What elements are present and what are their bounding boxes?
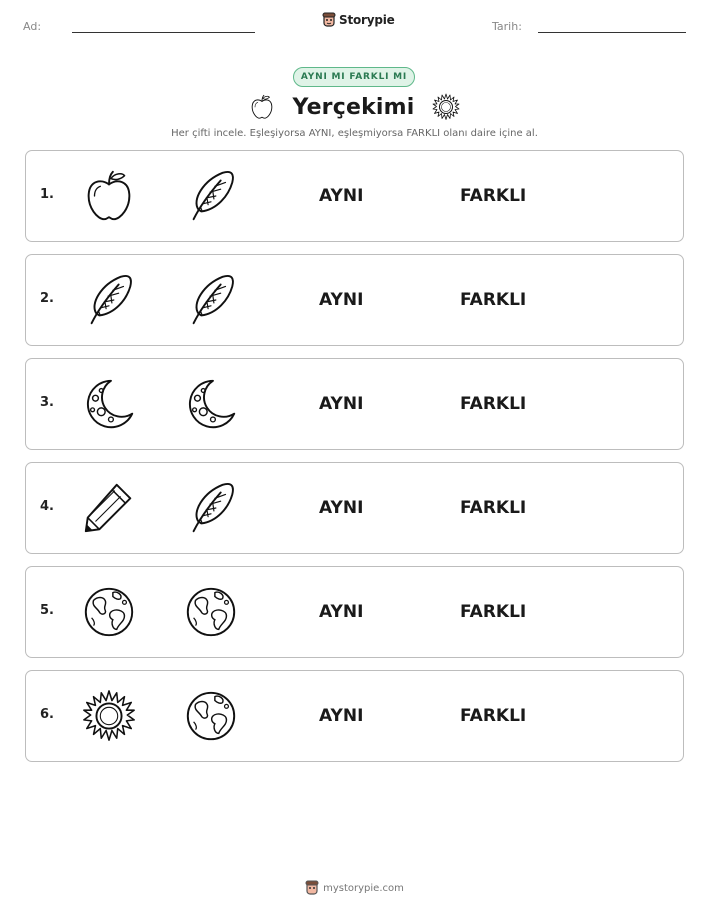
earth-icon [182, 687, 240, 745]
feather-icon [182, 479, 240, 537]
row-number: 2. [40, 291, 54, 306]
option-different[interactable]: FARKLI [460, 186, 527, 206]
footer [0, 880, 709, 896]
moon-icon [182, 375, 240, 433]
apple-icon [80, 167, 138, 225]
row-number: 6. [40, 707, 54, 722]
option-same[interactable]: AYNI [319, 290, 364, 310]
option-different[interactable]: FARKLI [460, 602, 527, 622]
question-row [25, 358, 684, 450]
option-different[interactable]: FARKLI [460, 394, 527, 414]
option-same[interactable]: AYNI [319, 394, 364, 414]
question-row [25, 462, 684, 554]
earth-icon [182, 583, 240, 641]
option-same[interactable]: AYNI [319, 498, 364, 518]
question-row [25, 670, 684, 762]
brand-name: Storypie [339, 13, 395, 27]
question-row [25, 254, 684, 346]
row-number: 5. [40, 603, 54, 618]
earth-icon [80, 583, 138, 641]
apple-icon [248, 93, 276, 121]
pencil-icon [80, 479, 138, 537]
storypie-mascot-icon [305, 880, 319, 896]
option-same[interactable]: AYNI [319, 602, 364, 622]
row-number: 1. [40, 187, 54, 202]
name-label: Ad: [23, 20, 42, 33]
feather-icon [182, 167, 240, 225]
row-number: 3. [40, 395, 54, 410]
option-different[interactable]: FARKLI [460, 290, 527, 310]
name-line[interactable] [72, 32, 255, 33]
option-different[interactable]: FARKLI [460, 498, 527, 518]
instructions: Her çifti incele. Eşleşiyorsa AYNI, eşleşmiyorsa FARKLI olanı daire içine al. [171, 128, 538, 139]
moon-icon [80, 375, 138, 433]
sun-icon [80, 687, 138, 745]
storypie-mascot-icon [322, 12, 336, 28]
option-different[interactable]: FARKLI [460, 706, 527, 726]
row-number: 4. [40, 499, 54, 514]
footer-url[interactable]: mystorypie.com [323, 882, 404, 894]
activity-badge: AYNI MI FARKLI MI [293, 67, 415, 87]
title-row [0, 90, 709, 124]
option-same[interactable]: AYNI [319, 186, 364, 206]
question-row [25, 150, 684, 242]
brand-logo [322, 12, 395, 28]
worksheet-header [0, 0, 709, 50]
feather-icon [80, 271, 138, 329]
page-title: Yerçekimi [292, 94, 415, 120]
sun-icon [431, 92, 461, 122]
date-line[interactable] [538, 32, 686, 33]
question-row [25, 566, 684, 658]
date-label: Tarih: [492, 20, 522, 33]
option-same[interactable]: AYNI [319, 706, 364, 726]
feather-icon [182, 271, 240, 329]
